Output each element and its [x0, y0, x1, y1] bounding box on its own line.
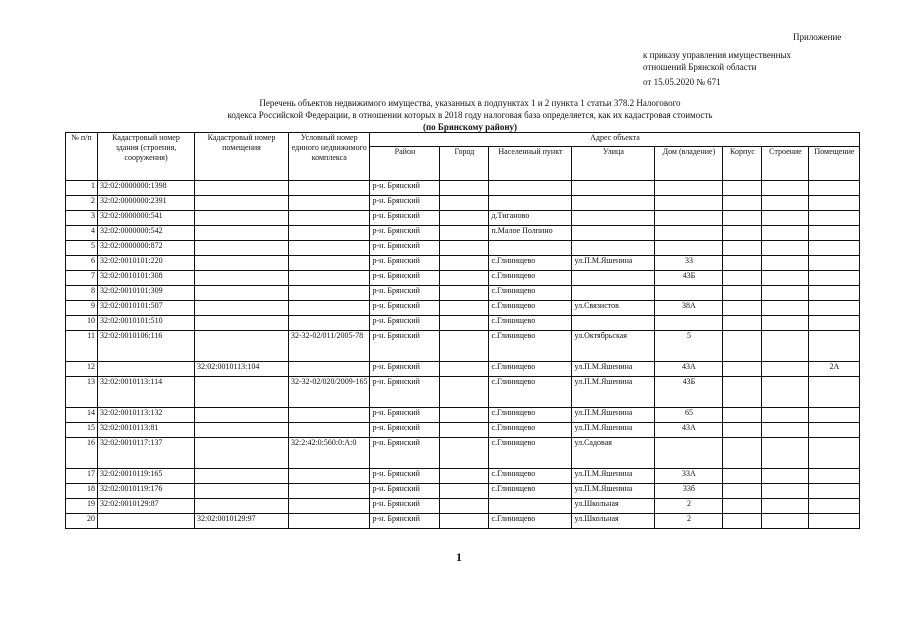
cell-street: ул.П.М.Яшенина: [572, 362, 655, 377]
cell-conditional-number: [289, 256, 370, 271]
cell-house: 5: [655, 331, 723, 362]
cell-room: [809, 241, 860, 256]
cell-cadastral-room: [195, 196, 289, 211]
cell-conditional-number: [289, 469, 370, 484]
header-building: Строение: [762, 147, 809, 181]
cell-conditional-number: 32-32-02/020/2009-165: [289, 377, 370, 408]
cell-korpus: [723, 211, 762, 226]
page-number: 1: [456, 550, 462, 564]
cell-cadastral-building: 32:02:0000000:542: [98, 226, 195, 241]
cell-city: [440, 469, 489, 484]
cell-cadastral-building: 32:02:0000000:1398: [98, 181, 195, 196]
cell-cadastral-building: 32:02:0010101:308: [98, 271, 195, 286]
cell-street: ул.П.М.Яшенина: [572, 408, 655, 423]
cell-cadastral-room: [195, 226, 289, 241]
table-row: [66, 211, 860, 226]
cell-number: 10: [66, 316, 98, 331]
cell-korpus: [723, 226, 762, 241]
table-row: [66, 408, 860, 423]
cell-settlement: с.Глинищево: [489, 286, 572, 301]
table-row: [66, 377, 860, 408]
cell-building: [762, 423, 809, 438]
cell-street: [572, 271, 655, 286]
appendix-title: Приложение: [793, 32, 842, 42]
table-row: [66, 331, 860, 362]
header-district: Район: [370, 147, 440, 181]
cell-cadastral-building: 32:02:0010101:510: [98, 316, 195, 331]
cell-settlement: с.Глинищево: [489, 362, 572, 377]
cell-number: 8: [66, 286, 98, 301]
cell-number: 11: [66, 331, 98, 362]
cell-house: [655, 226, 723, 241]
cell-building: [762, 362, 809, 377]
cell-building: [762, 256, 809, 271]
cell-house: 33б: [655, 484, 723, 499]
cell-district: р-н. Брянский: [370, 256, 440, 271]
table-row: [66, 438, 860, 469]
cell-district: р-н. Брянский: [370, 377, 440, 408]
property-register-table: [65, 132, 860, 529]
cell-cadastral-building: 32:02:0010101:220: [98, 256, 195, 271]
cell-conditional-number: [289, 196, 370, 211]
cell-conditional-number: [289, 226, 370, 241]
cell-cadastral-building: [98, 362, 195, 377]
cell-korpus: [723, 408, 762, 423]
cell-district: р-н. Брянский: [370, 241, 440, 256]
cell-settlement: с.Глинищево: [489, 331, 572, 362]
cell-settlement: с.Глинищево: [489, 423, 572, 438]
cell-building: [762, 331, 809, 362]
cell-building: [762, 241, 809, 256]
table-row: [66, 514, 860, 529]
cell-room: [809, 331, 860, 362]
cell-house: 33: [655, 256, 723, 271]
cell-number: 6: [66, 256, 98, 271]
table-row: [66, 271, 860, 286]
cell-conditional-number: [289, 211, 370, 226]
cell-city: [440, 226, 489, 241]
cell-cadastral-room: [195, 316, 289, 331]
cell-building: [762, 271, 809, 286]
cell-building: [762, 438, 809, 469]
cell-building: [762, 211, 809, 226]
cell-settlement: с.Глинищево: [489, 484, 572, 499]
cell-building: [762, 484, 809, 499]
cell-settlement: с.Глинищево: [489, 408, 572, 423]
cell-district: р-н. Брянский: [370, 469, 440, 484]
header-room: Помещение: [809, 147, 860, 181]
cell-house: 33А: [655, 469, 723, 484]
cell-district: р-н. Брянский: [370, 316, 440, 331]
cell-settlement: с.Глинищево: [489, 438, 572, 469]
cell-cadastral-building: 32:02:0000000:2391: [98, 196, 195, 211]
cell-korpus: [723, 514, 762, 529]
cell-settlement: с.Глинищево: [489, 377, 572, 408]
cell-district: р-н. Брянский: [370, 331, 440, 362]
cell-house: [655, 286, 723, 301]
cell-number: 1: [66, 181, 98, 196]
table-row: [66, 196, 860, 211]
cell-house: 43Б: [655, 271, 723, 286]
cell-district: р-н. Брянский: [370, 271, 440, 286]
cell-settlement: с.Глинищево: [489, 514, 572, 529]
cell-cadastral-room: [195, 256, 289, 271]
cell-cadastral-building: 32:02:0010106:116: [98, 331, 195, 362]
cell-conditional-number: [289, 484, 370, 499]
cell-room: [809, 377, 860, 408]
header-street: Улица: [572, 147, 655, 181]
cell-settlement: с.Глинищево: [489, 469, 572, 484]
cell-cadastral-room: [195, 499, 289, 514]
cell-room: [809, 514, 860, 529]
cell-cadastral-room: [195, 301, 289, 316]
cell-district: р-н. Брянский: [370, 408, 440, 423]
cell-city: [440, 256, 489, 271]
cell-cadastral-building: 32:02:0000000:872: [98, 241, 195, 256]
cell-cadastral-room: [195, 211, 289, 226]
cell-korpus: [723, 362, 762, 377]
cell-number: 20: [66, 514, 98, 529]
cell-building: [762, 377, 809, 408]
cell-number: 4: [66, 226, 98, 241]
cell-street: ул.П.М.Яшенина: [572, 423, 655, 438]
cell-number: 12: [66, 362, 98, 377]
cell-cadastral-building: 32:02:0000000:541: [98, 211, 195, 226]
cell-city: [440, 377, 489, 408]
cell-house: 43А: [655, 362, 723, 377]
cell-room: [809, 438, 860, 469]
cell-cadastral-building: 32:02:0010101:309: [98, 286, 195, 301]
cell-korpus: [723, 499, 762, 514]
cell-room: [809, 196, 860, 211]
cell-conditional-number: [289, 408, 370, 423]
cell-building: [762, 514, 809, 529]
cell-room: 2А: [809, 362, 860, 377]
cell-conditional-number: [289, 362, 370, 377]
cell-city: [440, 362, 489, 377]
header-address: Адрес объекта: [370, 133, 860, 147]
cell-conditional-number: 32:2:42:0:560:0:А:0: [289, 438, 370, 469]
table-row: [66, 499, 860, 514]
cell-district: р-н. Брянский: [370, 181, 440, 196]
cell-conditional-number: 32-32-02/011/2005-78: [289, 331, 370, 362]
cell-street: [572, 196, 655, 211]
header-city: Город: [440, 147, 489, 181]
cell-building: [762, 196, 809, 211]
cell-city: [440, 301, 489, 316]
cell-cadastral-room: [195, 423, 289, 438]
header-korpus: Корпус: [723, 147, 762, 181]
header-cond-num: Условный номер единого недвижимого комплекса: [289, 133, 370, 181]
cell-district: р-н. Брянский: [370, 438, 440, 469]
cell-cadastral-room: [195, 241, 289, 256]
cell-cadastral-building: 32:02:0010117:137: [98, 438, 195, 469]
cell-korpus: [723, 331, 762, 362]
cell-korpus: [723, 256, 762, 271]
cell-number: 18: [66, 484, 98, 499]
cell-street: [572, 211, 655, 226]
table-row: [66, 226, 860, 241]
cell-cadastral-room: 32:02:0010129:97: [195, 514, 289, 529]
cell-room: [809, 226, 860, 241]
cell-house: 43А: [655, 423, 723, 438]
cell-building: [762, 408, 809, 423]
cell-district: р-н. Брянский: [370, 484, 440, 499]
cell-cadastral-room: [195, 331, 289, 362]
cell-city: [440, 286, 489, 301]
cell-street: [572, 316, 655, 331]
cell-room: [809, 271, 860, 286]
cell-settlement: с.Глинищево: [489, 271, 572, 286]
cell-korpus: [723, 271, 762, 286]
cell-settlement: [489, 499, 572, 514]
cell-house: 65: [655, 408, 723, 423]
header-house: Дом (владение): [655, 147, 723, 181]
cell-city: [440, 316, 489, 331]
cell-korpus: [723, 438, 762, 469]
cell-house: [655, 196, 723, 211]
cell-settlement: п.Малое Полпино: [489, 226, 572, 241]
cell-room: [809, 469, 860, 484]
cell-street: ул.П.М.Яшенина: [572, 256, 655, 271]
cell-korpus: [723, 316, 762, 331]
cell-korpus: [723, 377, 762, 408]
cell-cadastral-room: [195, 469, 289, 484]
appendix-order-line: к приказу управления имущественных: [643, 50, 792, 60]
document-title-district: (по Брянскому району): [422, 122, 518, 132]
cell-cadastral-building: 32:02:0010119:176: [98, 484, 195, 499]
cell-city: [440, 499, 489, 514]
cell-street: ул.Школьная: [572, 499, 655, 514]
cell-korpus: [723, 301, 762, 316]
cell-number: 2: [66, 196, 98, 211]
header-num: № п/п: [66, 133, 98, 181]
document-title-line-2: кодекса Российской Федерации, в отношении которых в 2018 году налоговая база определяется, как их кадастровая стоимость: [227, 110, 713, 120]
table-row: [66, 423, 860, 438]
cell-street: ул.П.М.Яшенина: [572, 377, 655, 408]
cell-conditional-number: [289, 271, 370, 286]
cell-number: 5: [66, 241, 98, 256]
table-row: [66, 301, 860, 316]
table-row: [66, 181, 860, 196]
cell-house: 2: [655, 514, 723, 529]
table-row: [66, 316, 860, 331]
header-settlement: Населенный пункт: [489, 147, 572, 181]
cell-city: [440, 438, 489, 469]
cell-room: [809, 316, 860, 331]
table-row: [66, 286, 860, 301]
cell-district: р-н. Брянский: [370, 301, 440, 316]
cell-house: 38А: [655, 301, 723, 316]
cell-cadastral-room: 32:02:0010113:104: [195, 362, 289, 377]
cell-house: 43Б: [655, 377, 723, 408]
cell-settlement: [489, 196, 572, 211]
cell-conditional-number: [289, 514, 370, 529]
table-row: [66, 256, 860, 271]
cell-room: [809, 256, 860, 271]
cell-cadastral-building: 32:02:0010119:165: [98, 469, 195, 484]
cell-conditional-number: [289, 423, 370, 438]
cell-street: [572, 241, 655, 256]
cell-city: [440, 211, 489, 226]
cell-settlement: с.Глинищево: [489, 301, 572, 316]
cell-building: [762, 181, 809, 196]
cell-settlement: [489, 241, 572, 256]
cell-conditional-number: [289, 499, 370, 514]
cell-number: 17: [66, 469, 98, 484]
cell-room: [809, 301, 860, 316]
cell-cadastral-room: [195, 408, 289, 423]
table-row: [66, 241, 860, 256]
cell-number: 19: [66, 499, 98, 514]
cell-building: [762, 316, 809, 331]
header-cad-building: Кадастровый номер здания (строения, сооружения): [98, 133, 195, 181]
cell-conditional-number: [289, 181, 370, 196]
cell-street: [572, 226, 655, 241]
cell-cadastral-room: [195, 181, 289, 196]
cell-building: [762, 499, 809, 514]
cell-city: [440, 181, 489, 196]
cell-street: ул.П.М.Яшенина: [572, 484, 655, 499]
cell-district: р-н. Брянский: [370, 211, 440, 226]
cell-district: р-н. Брянский: [370, 514, 440, 529]
cell-house: [655, 438, 723, 469]
cell-city: [440, 331, 489, 362]
cell-house: [655, 211, 723, 226]
cell-cadastral-building: 32:02:0010113:132: [98, 408, 195, 423]
cell-district: р-н. Брянский: [370, 499, 440, 514]
cell-settlement: с.Глинищево: [489, 316, 572, 331]
cell-building: [762, 226, 809, 241]
cell-cadastral-room: [195, 438, 289, 469]
cell-settlement: д.Тиганово: [489, 211, 572, 226]
cell-conditional-number: [289, 301, 370, 316]
cell-room: [809, 499, 860, 514]
cell-settlement: [489, 181, 572, 196]
cell-house: 2: [655, 499, 723, 514]
cell-house: [655, 181, 723, 196]
cell-conditional-number: [289, 286, 370, 301]
cell-city: [440, 408, 489, 423]
cell-korpus: [723, 423, 762, 438]
cell-cadastral-room: [195, 286, 289, 301]
cell-korpus: [723, 484, 762, 499]
cell-number: 15: [66, 423, 98, 438]
cell-street: [572, 181, 655, 196]
cell-street: ул.Октябрьская: [572, 331, 655, 362]
cell-city: [440, 241, 489, 256]
appendix-date-line: от 15.05.2020 № 671: [643, 77, 721, 87]
cell-house: [655, 241, 723, 256]
document-title: [150, 97, 790, 133]
cell-cadastral-building: 32:02:0010113:81: [98, 423, 195, 438]
cell-street: ул.Садовая: [572, 438, 655, 469]
cell-settlement: с.Глинищево: [489, 256, 572, 271]
cell-conditional-number: [289, 316, 370, 331]
table-row: [66, 469, 860, 484]
cell-cadastral-building: 32:02:0010101:507: [98, 301, 195, 316]
cell-city: [440, 271, 489, 286]
cell-number: 16: [66, 438, 98, 469]
appendix-department-line: отношений Брянской области: [643, 62, 757, 72]
cell-district: р-н. Брянский: [370, 196, 440, 211]
cell-building: [762, 286, 809, 301]
cell-street: [572, 286, 655, 301]
cell-city: [440, 196, 489, 211]
cell-room: [809, 181, 860, 196]
cell-city: [440, 484, 489, 499]
cell-cadastral-building: [98, 514, 195, 529]
cell-korpus: [723, 286, 762, 301]
table-row: [66, 362, 860, 377]
cell-street: ул.Школьная: [572, 514, 655, 529]
cell-house: [655, 316, 723, 331]
cell-city: [440, 423, 489, 438]
cell-room: [809, 423, 860, 438]
cell-room: [809, 484, 860, 499]
cell-number: 13: [66, 377, 98, 408]
cell-district: р-н. Брянский: [370, 362, 440, 377]
cell-cadastral-room: [195, 377, 289, 408]
cell-street: ул.Связистов: [572, 301, 655, 316]
cell-district: р-н. Брянский: [370, 286, 440, 301]
cell-korpus: [723, 181, 762, 196]
cell-conditional-number: [289, 241, 370, 256]
cell-building: [762, 301, 809, 316]
cell-korpus: [723, 241, 762, 256]
cell-city: [440, 514, 489, 529]
cell-number: 9: [66, 301, 98, 316]
cell-building: [762, 469, 809, 484]
cell-cadastral-building: 32:02:0010129:87: [98, 499, 195, 514]
cell-cadastral-room: [195, 484, 289, 499]
cell-room: [809, 408, 860, 423]
cell-street: ул.П.М.Яшенина: [572, 469, 655, 484]
cell-room: [809, 286, 860, 301]
cell-number: 14: [66, 408, 98, 423]
header-cad-room: Кадастровый номер помещения: [195, 133, 289, 181]
document-title-line-1: Перечень объектов недвижимого имущества, указанных в подпунктах 1 и 2 пункта 1 статьи 378.2 Налогового: [259, 98, 681, 108]
cell-district: р-н. Брянский: [370, 226, 440, 241]
cell-cadastral-building: 32:02:0010113:114: [98, 377, 195, 408]
cell-number: 7: [66, 271, 98, 286]
cell-korpus: [723, 196, 762, 211]
cell-number: 3: [66, 211, 98, 226]
cell-district: р-н. Брянский: [370, 423, 440, 438]
cell-room: [809, 211, 860, 226]
cell-korpus: [723, 469, 762, 484]
table-row: [66, 484, 860, 499]
cell-cadastral-room: [195, 271, 289, 286]
